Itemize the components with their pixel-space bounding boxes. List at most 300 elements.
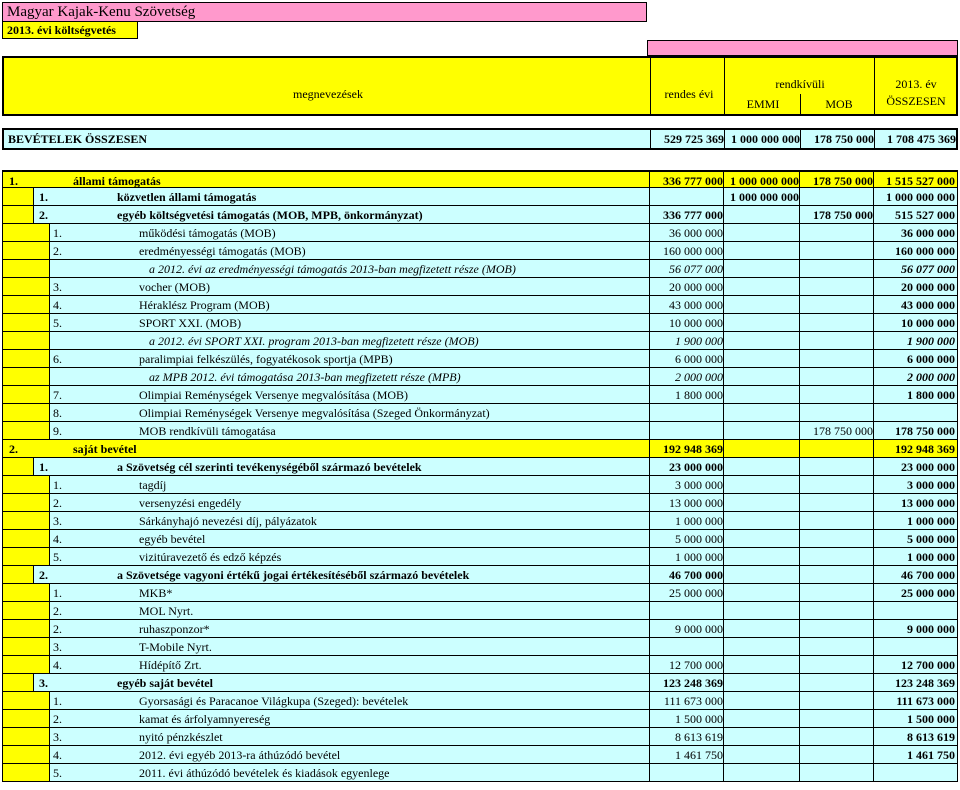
- indent-band: [3, 620, 50, 637]
- cell-value-c4: 20 000 000: [901, 280, 955, 294]
- cell-value-c1: 3 000 000: [675, 478, 723, 492]
- row-number: 1.: [39, 190, 48, 204]
- indent-band: [3, 332, 50, 349]
- indent-band: [3, 242, 50, 259]
- row-number: 2.: [53, 244, 62, 258]
- column-divider: [723, 476, 724, 493]
- cell-value-c4: 160 000 000: [895, 244, 955, 258]
- column-divider: [723, 692, 724, 709]
- indent-band: [3, 602, 50, 619]
- row-label: Héraklész Program (MOB): [139, 298, 270, 312]
- table-row: [2, 728, 958, 746]
- row-number: 3.: [53, 730, 62, 744]
- column-divider: [723, 656, 724, 673]
- row-label: egyéb költségvetési támogatás (MOB, MPB, önkormányzat): [117, 208, 423, 222]
- indent-band: [3, 746, 50, 763]
- row-number: 4.: [53, 658, 62, 672]
- row-label: MOL Nyrt.: [139, 604, 194, 618]
- column-divider: [799, 172, 800, 187]
- column-divider: [650, 130, 651, 148]
- table-row: [2, 512, 958, 530]
- cell-value-c1: 336 777 000: [663, 174, 723, 188]
- column-divider: [723, 260, 724, 277]
- row-label: egyéb saját bevétel: [117, 676, 213, 690]
- column-divider: [873, 566, 874, 583]
- column-divider: [799, 260, 800, 277]
- column-divider: [799, 746, 800, 763]
- row-number: 9.: [53, 424, 62, 438]
- cell-value-c1: 192 948 369: [663, 442, 723, 456]
- column-divider: [723, 332, 724, 349]
- row-number: 3.: [39, 676, 48, 690]
- column-divider: [649, 566, 650, 583]
- column-divider: [873, 656, 874, 673]
- column-divider: [873, 386, 874, 403]
- cell-value-c4: 2 000 000: [907, 370, 955, 384]
- header-megnevezesek: megnevezések: [293, 87, 363, 101]
- column-divider: [723, 172, 724, 187]
- column-divider: [799, 710, 800, 727]
- row-label: tagdíj: [139, 478, 167, 492]
- column-divider: [724, 130, 725, 148]
- cell-value-c1: 8 613 619: [675, 730, 723, 744]
- column-divider: [873, 692, 874, 709]
- column-divider: [799, 512, 800, 529]
- row-label: Hídépítő Zrt.: [139, 658, 202, 672]
- indent-band: [3, 548, 50, 565]
- table-row: [2, 260, 958, 278]
- row-label: egyéb bevétel: [139, 532, 206, 546]
- row-number: 3.: [53, 280, 62, 294]
- cell-value-c1: 123 248 369: [663, 676, 723, 690]
- column-divider: [799, 476, 800, 493]
- column-divider: [873, 530, 874, 547]
- cell-value-c4: 46 700 000: [901, 568, 955, 582]
- column-divider: [723, 242, 724, 259]
- cell-value-c1: 1 500 000: [675, 712, 723, 726]
- column-divider: [799, 296, 800, 313]
- header-rendkivuli: rendkívüli: [775, 77, 825, 91]
- column-divider: [799, 278, 800, 295]
- table-header: [2, 56, 958, 116]
- row-number: 2.: [39, 208, 48, 222]
- column-divider: [799, 188, 800, 205]
- indent-band: [3, 656, 50, 673]
- indent-band: [3, 206, 34, 223]
- column-divider: [649, 548, 650, 565]
- column-divider: [799, 440, 800, 457]
- column-divider: [723, 566, 724, 583]
- row-number: 1.: [53, 586, 62, 600]
- row-number: 2.: [53, 622, 62, 636]
- column-divider: [649, 692, 650, 709]
- column-divider: [873, 620, 874, 637]
- row-label: vocher (MOB): [139, 280, 210, 294]
- pink-band: [647, 40, 958, 56]
- column-divider: [649, 710, 650, 727]
- column-divider: [649, 728, 650, 745]
- cell-value-c1: 20 000 000: [669, 280, 723, 294]
- column-divider: [873, 638, 874, 655]
- cell-value-c3: 178 750 000: [813, 424, 873, 438]
- column-divider: [799, 602, 800, 619]
- column-divider: [799, 692, 800, 709]
- table-row: [2, 584, 958, 602]
- column-divider: [799, 494, 800, 511]
- column-divider: [799, 404, 800, 421]
- column-divider: [799, 368, 800, 385]
- table-row: [2, 368, 958, 386]
- column-divider: [723, 710, 724, 727]
- table-row: [2, 494, 958, 512]
- column-divider: [873, 746, 874, 763]
- column-divider: [723, 206, 724, 223]
- column-divider: [723, 440, 724, 457]
- column-divider: [723, 674, 724, 691]
- cell-value-c4: 1 800 000: [907, 388, 955, 402]
- column-divider: [873, 440, 874, 457]
- cell-value-c4: 36 000 000: [901, 226, 955, 240]
- indent-band: [3, 368, 50, 385]
- row-label: a Szövetsége vagyoni értékű jogai értékesítéséből származó bevételek: [117, 568, 470, 582]
- row-label: a Szövetség cél szerinti tevékenységéből származó bevételek: [117, 460, 422, 474]
- indent-band: [3, 512, 50, 529]
- cell-value-c4: 8 613 619: [907, 730, 955, 744]
- column-divider: [723, 494, 724, 511]
- cell-value-c2: 1 000 000 000: [731, 132, 800, 146]
- table-row: [2, 620, 958, 638]
- cell-value-c1: 1 000 000: [675, 514, 723, 528]
- document-subtitle: 2013. évi költségvetés: [2, 21, 138, 39]
- column-divider: [649, 746, 650, 763]
- cell-value-c4: 23 000 000: [901, 460, 955, 474]
- column-divider: [799, 764, 800, 781]
- cell-value-c1: 160 000 000: [663, 244, 723, 258]
- cell-value-c4: 1 708 475 369: [887, 132, 956, 146]
- column-divider: [873, 224, 874, 241]
- table-row: [2, 692, 958, 710]
- column-divider: [723, 350, 724, 367]
- row-number: 3.: [53, 640, 62, 654]
- column-divider: [649, 206, 650, 223]
- table-row: [2, 170, 958, 188]
- column-divider: [873, 278, 874, 295]
- indent-band: [3, 692, 50, 709]
- header-total: ÖSSZESEN: [886, 94, 946, 108]
- column-divider: [723, 584, 724, 601]
- table-row: [2, 128, 958, 150]
- column-divider: [649, 314, 650, 331]
- table-row: [2, 458, 958, 476]
- column-divider: [873, 206, 874, 223]
- row-label: paralimpiai felkészülés, fogyatékosok sportja (MPB): [139, 352, 393, 366]
- table-row: [2, 602, 958, 620]
- cell-value-c4: 178 750 000: [895, 424, 955, 438]
- row-number: 4.: [53, 748, 62, 762]
- table-row: [2, 548, 958, 566]
- column-divider: [799, 314, 800, 331]
- column-divider: [723, 368, 724, 385]
- column-divider: [873, 494, 874, 511]
- row-label: eredményességi támogatás (MOB): [139, 244, 306, 258]
- row-number: 2.: [53, 496, 62, 510]
- cell-value-c4: 1 500 000: [907, 712, 955, 726]
- column-divider: [873, 674, 874, 691]
- column-divider: [799, 206, 800, 223]
- row-label: MOB rendkívüli támogatása: [139, 424, 276, 438]
- column-divider: [649, 404, 650, 421]
- column-divider: [799, 242, 800, 259]
- cell-value-c1: 1 900 000: [675, 334, 723, 348]
- column-divider: [799, 638, 800, 655]
- cell-value-c4: 123 248 369: [895, 676, 955, 690]
- column-divider: [723, 188, 724, 205]
- cell-value-c4: 43 000 000: [901, 298, 955, 312]
- row-label: ruhaszponzor*: [139, 622, 210, 636]
- row-number: 1.: [9, 174, 18, 188]
- indent-band: [3, 350, 50, 367]
- cell-value-c4: 1 000 000: [907, 514, 955, 528]
- column-divider: [723, 422, 724, 439]
- row-number: 1.: [39, 460, 48, 474]
- column-divider: [873, 602, 874, 619]
- column-divider: [723, 224, 724, 241]
- column-divider: [723, 638, 724, 655]
- column-divider: [723, 746, 724, 763]
- cell-value-c3: 178 750 000: [813, 208, 873, 222]
- column-divider: [649, 172, 650, 187]
- indent-band: [3, 458, 34, 475]
- table-row: [2, 188, 958, 206]
- column-divider: [649, 350, 650, 367]
- cell-value-c4: 192 948 369: [895, 442, 955, 456]
- indent-band: [3, 260, 50, 277]
- indent-band: [3, 494, 50, 511]
- column-divider: [723, 512, 724, 529]
- column-divider: [649, 494, 650, 511]
- row-number: 1.: [53, 478, 62, 492]
- column-divider: [800, 130, 801, 148]
- table-row: [2, 440, 958, 458]
- column-divider: [649, 242, 650, 259]
- column-divider: [799, 584, 800, 601]
- column-divider: [799, 386, 800, 403]
- row-label: Gyorsasági és Paracanoe Világkupa (Szeged): bevételek: [139, 694, 409, 708]
- column-divider: [649, 368, 650, 385]
- row-number: 2.: [39, 568, 48, 582]
- indent-band: [3, 566, 34, 583]
- row-label: közvetlen állami támogatás: [117, 190, 257, 204]
- cell-value-c4: 56 077 000: [901, 262, 955, 276]
- cell-value-c1: 336 777 000: [663, 208, 723, 222]
- cell-value-c1: 111 673 000: [663, 694, 723, 708]
- column-divider: [873, 584, 874, 601]
- cell-value-c4: 13 000 000: [901, 496, 955, 510]
- row-number: 2.: [53, 604, 62, 618]
- indent-band: [3, 188, 34, 205]
- column-divider: [799, 332, 800, 349]
- cell-value-c1: 43 000 000: [669, 298, 723, 312]
- row-label: Olimpiai Reménységek Versenye megvalósítása (MOB): [139, 388, 409, 402]
- cell-value-c1: 529 725 369: [664, 132, 724, 146]
- row-number: 5.: [53, 316, 62, 330]
- column-divider: [723, 386, 724, 403]
- cell-value-c1: 56 077 000: [669, 262, 723, 276]
- row-label: az MPB 2012. évi támogatása 2013-ban megfizetett része (MPB): [149, 370, 461, 384]
- column-divider: [873, 332, 874, 349]
- table-row: [2, 296, 958, 314]
- column-divider: [649, 260, 650, 277]
- column-divider: [799, 674, 800, 691]
- column-divider: [799, 530, 800, 547]
- row-number: 5.: [53, 550, 62, 564]
- column-divider: [873, 548, 874, 565]
- cell-value-c1: 2 000 000: [675, 370, 723, 384]
- table-row: [2, 476, 958, 494]
- cell-value-c1: 6 000 000: [675, 352, 723, 366]
- row-number: 2.: [9, 442, 18, 456]
- indent-band: [3, 728, 50, 745]
- column-divider: [873, 242, 874, 259]
- column-divider: [873, 260, 874, 277]
- table-row: [2, 206, 958, 224]
- column-divider: [723, 296, 724, 313]
- column-divider: [649, 674, 650, 691]
- cell-value-c4: 9 000 000: [907, 622, 955, 636]
- column-divider: [649, 764, 650, 781]
- table-row: [2, 278, 958, 296]
- cell-value-c3: 178 750 000: [813, 174, 873, 188]
- table-row: [2, 242, 958, 260]
- column-divider: [649, 602, 650, 619]
- column-divider: [649, 656, 650, 673]
- cell-value-c1: 1 461 750: [675, 748, 723, 762]
- row-label: MKB*: [139, 586, 173, 600]
- column-divider: [723, 548, 724, 565]
- row-label: saját bevétel: [73, 442, 137, 456]
- column-divider: [873, 172, 874, 187]
- column-divider: [873, 710, 874, 727]
- indent-band: [3, 584, 50, 601]
- row-number: 1.: [53, 226, 62, 240]
- row-label: a 2012. évi SPORT XXI. program 2013-ban megfizetett része (MOB): [149, 334, 479, 348]
- row-label: 2012. évi egyéb 2013-ra áthúzódó bevétel: [139, 748, 341, 762]
- row-label: vizitúravezető és edző képzés: [139, 550, 282, 564]
- cell-value-c1: 25 000 000: [669, 586, 723, 600]
- column-divider: [799, 548, 800, 565]
- indent-band: [3, 476, 50, 493]
- row-number: 4.: [53, 532, 62, 546]
- column-divider: [649, 188, 650, 205]
- cell-value-c4: 3 000 000: [907, 478, 955, 492]
- header-mob: MOB: [825, 97, 853, 111]
- column-divider: [723, 728, 724, 745]
- column-divider: [873, 728, 874, 745]
- indent-band: [3, 386, 50, 403]
- table-row: [2, 656, 958, 674]
- column-divider: [799, 350, 800, 367]
- row-number: 7.: [53, 388, 62, 402]
- row-label: versenyzési engedély: [139, 496, 242, 510]
- column-divider: [649, 476, 650, 493]
- column-divider: [649, 440, 650, 457]
- row-label: kamat és árfolyamnyereség: [139, 712, 271, 726]
- table-row: [2, 350, 958, 368]
- column-divider: [649, 638, 650, 655]
- column-divider: [799, 458, 800, 475]
- table-row: [2, 224, 958, 242]
- column-divider: [723, 764, 724, 781]
- table-row: [2, 638, 958, 656]
- indent-band: [3, 422, 50, 439]
- table-row: [2, 314, 958, 332]
- column-divider: [799, 224, 800, 241]
- cell-value-c4: 111 673 000: [896, 694, 955, 708]
- column-divider: [649, 278, 650, 295]
- row-label: a 2012. évi az eredményességi támogatás 2013-ban megfizetett része (MOB): [149, 262, 516, 276]
- row-label: 2011. évi áthúzódó bevételek és kiadások egyenlege: [139, 766, 390, 780]
- row-number: 1.: [53, 694, 62, 708]
- row-number: 3.: [53, 514, 62, 528]
- cell-value-c4: 515 527 000: [895, 208, 955, 222]
- column-divider: [873, 188, 874, 205]
- column-divider: [873, 512, 874, 529]
- cell-value-c1: 36 000 000: [669, 226, 723, 240]
- header-year: 2013. év: [895, 77, 937, 91]
- column-divider: [799, 620, 800, 637]
- row-number: 2.: [53, 712, 62, 726]
- column-divider: [873, 368, 874, 385]
- column-divider: [723, 314, 724, 331]
- column-divider: [723, 404, 724, 421]
- table-row: [2, 332, 958, 350]
- row-number: 6.: [53, 352, 62, 366]
- column-divider: [649, 296, 650, 313]
- cell-value-c4: 1 515 527 000: [886, 174, 955, 188]
- cell-value-c1: 10 000 000: [669, 316, 723, 330]
- row-label: Sárkányhajó nevezési díj, pályázatok: [139, 514, 317, 528]
- row-label: állami támogatás: [73, 174, 161, 188]
- row-label: működési támogatás (MOB): [139, 226, 276, 240]
- row-number: 8.: [53, 406, 62, 420]
- document-title: Magyar Kajak-Kenu Szövetség: [2, 2, 647, 22]
- cell-value-c4: 1 000 000 000: [886, 190, 955, 204]
- column-divider: [873, 350, 874, 367]
- column-divider: [799, 728, 800, 745]
- cell-value-c4: 25 000 000: [901, 586, 955, 600]
- column-divider: [649, 458, 650, 475]
- column-divider: [873, 458, 874, 475]
- column-divider: [873, 314, 874, 331]
- column-divider: [649, 332, 650, 349]
- indent-band: [3, 296, 50, 313]
- row-label: T-Mobile Nyrt.: [139, 640, 212, 654]
- table-row: [2, 764, 958, 782]
- column-divider: [873, 476, 874, 493]
- cell-value-c4: 1 461 750: [907, 748, 955, 762]
- table-row: [2, 404, 958, 422]
- indent-band: [3, 530, 50, 547]
- column-divider: [649, 512, 650, 529]
- column-divider: [723, 278, 724, 295]
- row-label: SPORT XXI. (MOB): [139, 316, 242, 330]
- cell-value-c2: 1 000 000 000: [730, 174, 799, 188]
- indent-band: [3, 224, 50, 241]
- column-divider: [873, 764, 874, 781]
- column-divider: [873, 296, 874, 313]
- header-emmi: EMMI: [746, 97, 780, 111]
- header-rendes: rendes évi: [664, 87, 714, 101]
